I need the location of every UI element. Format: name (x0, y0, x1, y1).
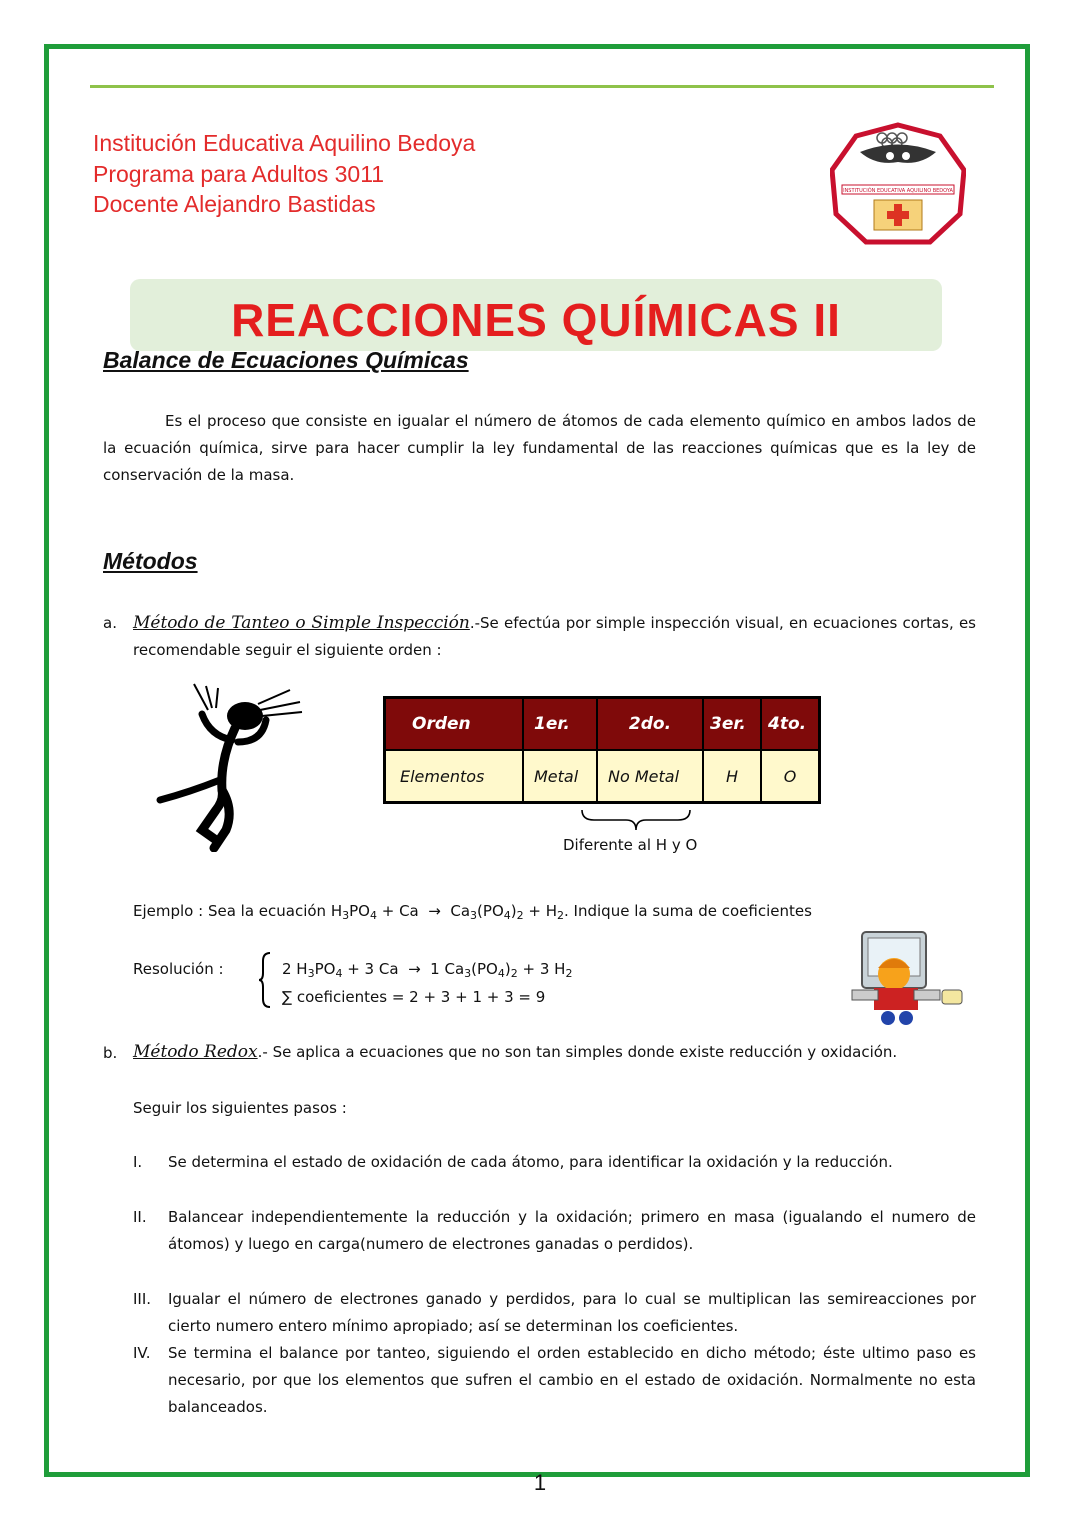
brace-icon (580, 808, 692, 832)
example-sentence: Ejemplo : Sea la ecuación $H_3PO_4 + Ca \to Ca_3(PO_4)_2 + H_2$. Indique la suma de coeficientes (133, 902, 812, 922)
section-heading-balance: Balance de Ecuaciones Químicas (103, 347, 469, 373)
method-a-description: .-Se efectúa por simple inspección visual, en ecuaciones cortas, es recomendable seguir el siguiente orden : (133, 614, 976, 659)
step-number: IV. (133, 1344, 151, 1362)
resolution-equation: 2 $H_3PO_4 + 3$ Ca → 1 $Ca_3(PO_4)_2 + 3$ $H_2$ (282, 960, 573, 980)
order-cell: Metal (523, 750, 597, 803)
step-text: Se termina el balance por tanteo, siguiendo el orden establecido en dicho método; éste ultimo paso es necesario, por que los elementos que sufren el cambio en el estado de oxidación. Normalmente no esta balanceados. (168, 1344, 976, 1416)
page-title: REACCIONES QUÍMICAS II (231, 294, 841, 346)
section-heading-methods: Métodos (103, 548, 198, 574)
curly-brace-icon (258, 951, 272, 1009)
order-table (383, 696, 821, 804)
order-table-header-row (385, 698, 820, 751)
method-b-text (133, 1039, 976, 1066)
steps-intro: Seguir los siguientes pasos : (133, 1099, 347, 1117)
computer-user-illustration (848, 928, 968, 1028)
order-header-cell: 3er. (703, 698, 761, 751)
header-line-2: Programa para Adultos 3011 (93, 160, 385, 187)
page-number: 1 (533, 1470, 547, 1495)
order-header-cell: Orden (385, 698, 524, 751)
intro-paragraph: Es el proceso que consiste en igualar el número de átomos de cada elemento químico en ambos lados de la ecuación química, sirve para hacer cumplir la ley fundamental de las reacciones químicas que es la ley de conservación de la masa. (103, 412, 976, 484)
order-header-cell: 1er. (523, 698, 597, 751)
method-b-name: Método Redox (133, 1042, 258, 1062)
order-cell: O (761, 750, 820, 803)
item-letter-b: b. (103, 1044, 118, 1062)
resolution-sum: ∑ coeficientes = 2 + 3 + 1 + 3 = 9 (282, 988, 546, 1006)
top-divider (90, 85, 994, 88)
order-cell: No Metal (597, 750, 703, 803)
order-cell: Elementos (385, 750, 524, 803)
brace-label: Diferente al H y O (563, 836, 698, 854)
step-text: Igualar el número de electrones ganado y perdidos, para lo cual se multiplican las semireacciones por cierto numero entero mínimo apropiado; así se determinan los coeficientes. (168, 1290, 976, 1335)
order-table-body-row (385, 750, 820, 803)
step-number: II. (133, 1208, 147, 1226)
example-suffix: . Indique la suma de coeficientes (564, 902, 812, 920)
example-prefix: Ejemplo : Sea la ecuación H (133, 902, 343, 920)
header-line-3: Docente Alejandro Bastidas (93, 191, 376, 217)
step-number: III. (133, 1290, 152, 1308)
method-a-text (133, 610, 976, 664)
svg-text:INSTITUCIÓN EDUCATIVA AQUILINO: INSTITUCIÓN EDUCATIVA AQUILINO BEDOYA (843, 188, 953, 194)
item-letter-a: a. (103, 614, 117, 632)
header-line-1: Institución Educativa Aquilino Bedoya (93, 130, 476, 156)
step-text: Balancear independientemente la reducción y la oxidación; primero en masa (igualando el numero de átomos) y luego en carga(numero de electrones ganadas o perdidos). (168, 1208, 976, 1253)
method-a-name: Método de Tanteo o Simple Inspección (133, 613, 470, 633)
resolution-label: Resolución : (133, 960, 224, 978)
step-number: I. (133, 1153, 143, 1171)
order-header-cell: 4to. (761, 698, 820, 751)
method-b-description: .- Se aplica a ecuaciones que no son tan simples donde existe reducción y oxidación. (257, 1043, 898, 1061)
order-cell: H (703, 750, 761, 803)
school-logo (830, 122, 966, 248)
frustrated-figure-illustration (150, 680, 310, 852)
order-header-cell: 2do. (597, 698, 703, 751)
school-header (93, 128, 475, 220)
step-text: Se determina el estado de oxidación de cada átomo, para identificar la oxidación y la reducción. (168, 1153, 893, 1171)
